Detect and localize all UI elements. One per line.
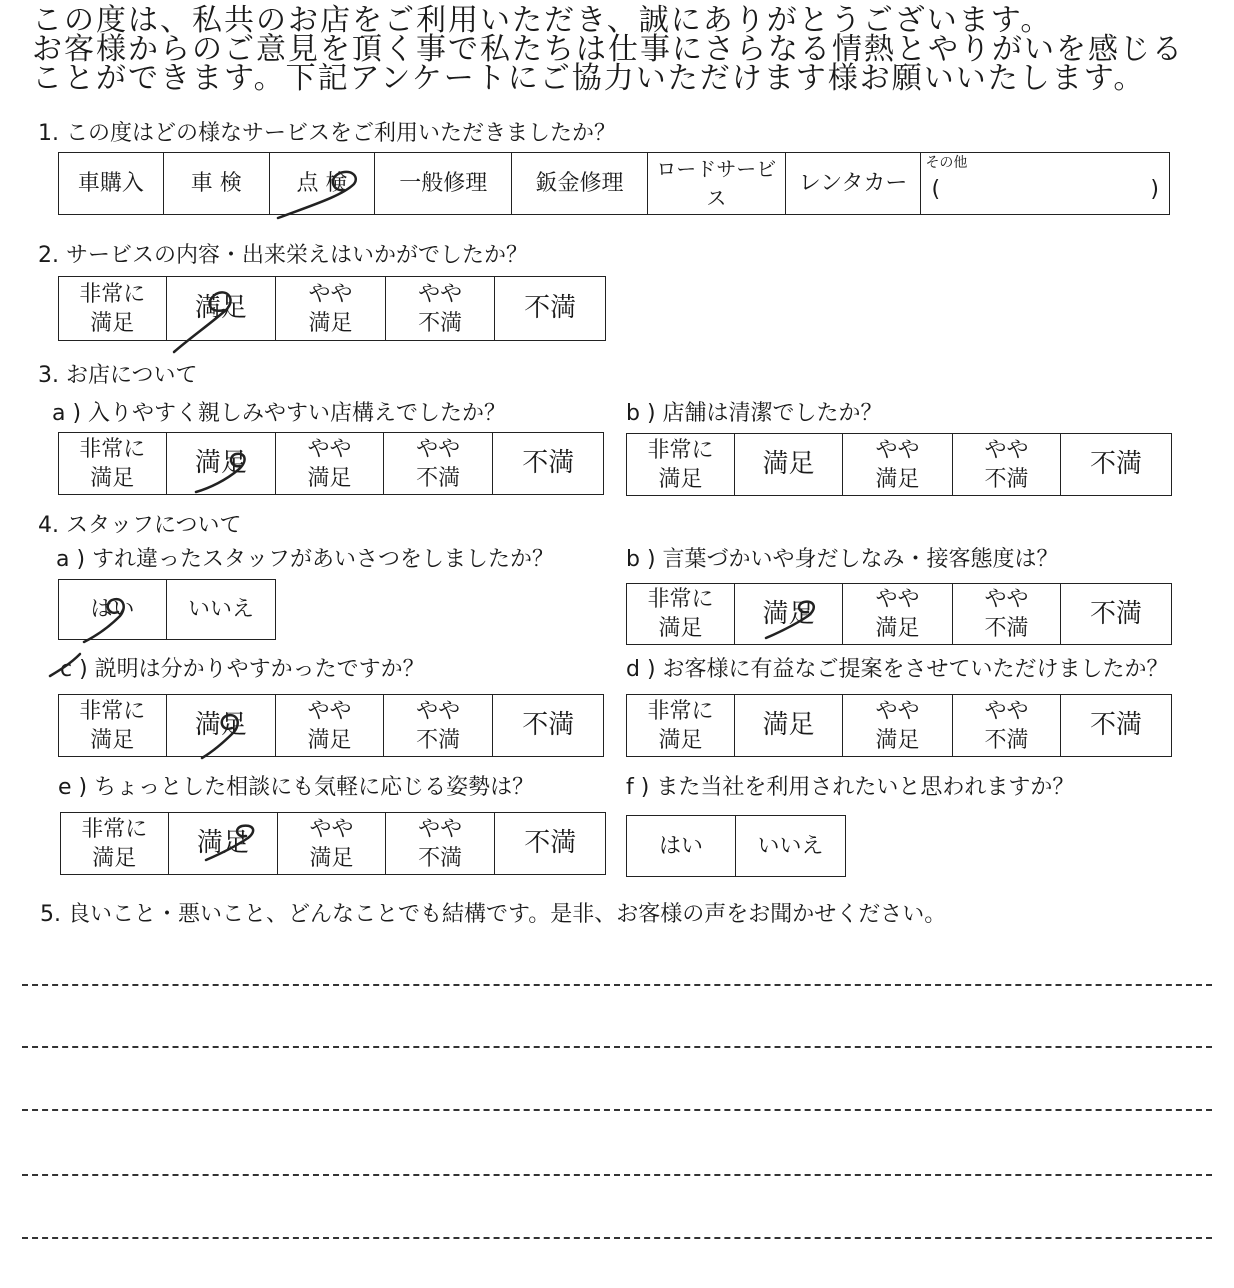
q4d-option-very-satisfied[interactable]: 非常に 満足: [627, 695, 735, 756]
q4d-option-somewhat-satisfied[interactable]: やや 満足: [843, 695, 953, 756]
q3a-label: a ) 入りやすく親しみやすい店構えでしたか？: [52, 401, 507, 426]
q4c-option-somewhat-satisfied[interactable]: やや 満足: [276, 695, 384, 756]
q2-option-somewhat-dissatisfied[interactable]: やや 不満: [386, 277, 496, 340]
q1-option-car-purchase[interactable]: 車購入: [59, 153, 164, 214]
q4e-options: [60, 812, 606, 875]
q4a-option-yes[interactable]: はい: [59, 580, 167, 639]
q4b-options: [626, 583, 1172, 645]
q4b-option-very-satisfied[interactable]: 非常に 満足: [627, 584, 735, 644]
q2-option-somewhat-satisfied[interactable]: やや 満足: [276, 277, 386, 340]
q1-option-inspection[interactable]: 車 検: [164, 153, 270, 214]
q3b-label: b ) 店舗は清潔でしたか？: [626, 401, 883, 426]
q4e-option-satisfied[interactable]: 満足: [169, 813, 279, 874]
q4f-option-yes[interactable]: はい: [627, 816, 736, 876]
comment-line-1[interactable]: [22, 984, 1212, 986]
q4d-options: [626, 694, 1172, 757]
q4f-label: f ) また当社を利用されたいと思われますか？: [626, 775, 1075, 800]
q2-option-satisfied[interactable]: 満足: [167, 277, 277, 340]
q3b-option-somewhat-satisfied[interactable]: やや 満足: [843, 434, 953, 495]
q3b-options: [626, 433, 1172, 496]
q4e-option-very-satisfied[interactable]: 非常に 満足: [61, 813, 169, 874]
comment-line-5[interactable]: [22, 1237, 1212, 1239]
q4a-label: a ) すれ違ったスタッフがあいさつをしましたか？: [56, 547, 555, 572]
q3a-options: [58, 432, 604, 495]
q4d-option-somewhat-dissatisfied[interactable]: やや 不満: [953, 695, 1061, 756]
q3a-option-somewhat-dissatisfied[interactable]: やや 不満: [384, 433, 494, 494]
q2-option-very-satisfied[interactable]: 非常に 満足: [59, 277, 167, 340]
q4f-options: [626, 815, 846, 877]
q3-label: 3. お店について: [38, 363, 198, 388]
q4-label: 4. スタッフについて: [38, 513, 242, 538]
q4d-option-satisfied[interactable]: 満足: [735, 695, 843, 756]
q4c-option-satisfied[interactable]: 満足: [167, 695, 277, 756]
q4b-option-somewhat-dissatisfied[interactable]: やや 不満: [953, 584, 1061, 644]
q1-options: [58, 152, 1170, 215]
intro-line-3: ことができます。下記アンケートにご協力いただけます様お願いいたします。: [32, 61, 1146, 96]
q5-label: 5. 良いこと・悪いこと、どんなことでも結構です。是非、お客様の声をお聞かせください。: [40, 902, 947, 927]
q4c-options: [58, 694, 604, 757]
q4b-option-dissatisfied[interactable]: 不満: [1089, 598, 1142, 629]
q4c-option-dissatisfied[interactable]: 不満: [522, 710, 575, 740]
q4e-label: e ) ちょっとした相談にも気軽に応じる姿勢は？: [58, 775, 535, 800]
q2-label: 2. サービスの内容・出来栄えはいかがでしたか？: [38, 243, 528, 268]
q1-option-general-repair[interactable]: 一般修理: [375, 153, 512, 214]
q4d-option-dissatisfied[interactable]: 不満: [1089, 710, 1142, 740]
q3a-option-very-satisfied[interactable]: 非常に 満足: [59, 433, 167, 494]
q3b-option-dissatisfied[interactable]: 不満: [1089, 449, 1142, 479]
q4c-option-somewhat-dissatisfied[interactable]: やや 不満: [384, 695, 494, 756]
q2-option-dissatisfied[interactable]: 不満: [524, 293, 577, 323]
q3a-option-satisfied[interactable]: 満足: [167, 433, 277, 494]
q4e-option-dissatisfied[interactable]: 不満: [524, 828, 577, 858]
q4c-option-very-satisfied[interactable]: 非常に 満足: [59, 695, 167, 756]
q3b-option-somewhat-dissatisfied[interactable]: やや 不満: [953, 434, 1061, 495]
q1-option-other[interactable]: [921, 153, 1169, 214]
q1-option-checkup[interactable]: 点 検: [270, 153, 376, 214]
intro-line-2: お客様からのご意見を頂く事で私たちは仕事にさらなる情熱とやりがいを感じる: [32, 32, 1184, 67]
q1-other-close-paren: ): [1150, 177, 1159, 202]
q4d-label: d ) お客様に有益なご提案をさせていただけましたか？: [626, 657, 1169, 682]
q4c-label: c ) 説明は分かりやすかったですか？: [60, 657, 425, 682]
q1-option-road-service[interactable]: ロードサービス: [648, 153, 786, 214]
q2-options: [58, 276, 606, 341]
q1-other-label: その他: [925, 155, 968, 171]
q1-label: 1. この度はどの様なサービスをご利用いただきましたか？: [38, 121, 616, 146]
q4f-option-no[interactable]: いいえ: [757, 833, 824, 859]
q1-other-open-paren: (: [931, 177, 941, 202]
q4b-option-somewhat-satisfied[interactable]: やや 満足: [843, 584, 953, 644]
q4e-option-somewhat-dissatisfied[interactable]: やや 不満: [386, 813, 496, 874]
intro-text: [32, 3, 1222, 96]
q4a-option-no[interactable]: いいえ: [187, 597, 254, 622]
intro-line-1: この度は、私共のお店をご利用いただき、誠にありがとうございます。: [32, 3, 1053, 38]
q3a-option-somewhat-satisfied[interactable]: やや 満足: [276, 433, 384, 494]
q4a-options: [58, 579, 276, 640]
q4b-option-satisfied[interactable]: 満足: [735, 584, 843, 644]
q1-other-field[interactable]: [925, 171, 1165, 204]
q1-option-body-repair[interactable]: 鈑金修理: [512, 153, 648, 214]
q1-option-rental-car[interactable]: レンタカー: [786, 153, 922, 214]
q3a-option-dissatisfied[interactable]: 不満: [522, 448, 575, 478]
comment-line-4[interactable]: [22, 1174, 1212, 1176]
q4e-option-somewhat-satisfied[interactable]: やや 満足: [278, 813, 386, 874]
comment-line-2[interactable]: [22, 1046, 1212, 1048]
q3b-option-very-satisfied[interactable]: 非常に 満足: [627, 434, 735, 495]
q3b-option-satisfied[interactable]: 満足: [735, 434, 843, 495]
q4b-label: b ) 言葉づかいや身だしなみ・接客態度は？: [626, 547, 1059, 572]
comment-line-3[interactable]: [22, 1109, 1212, 1111]
